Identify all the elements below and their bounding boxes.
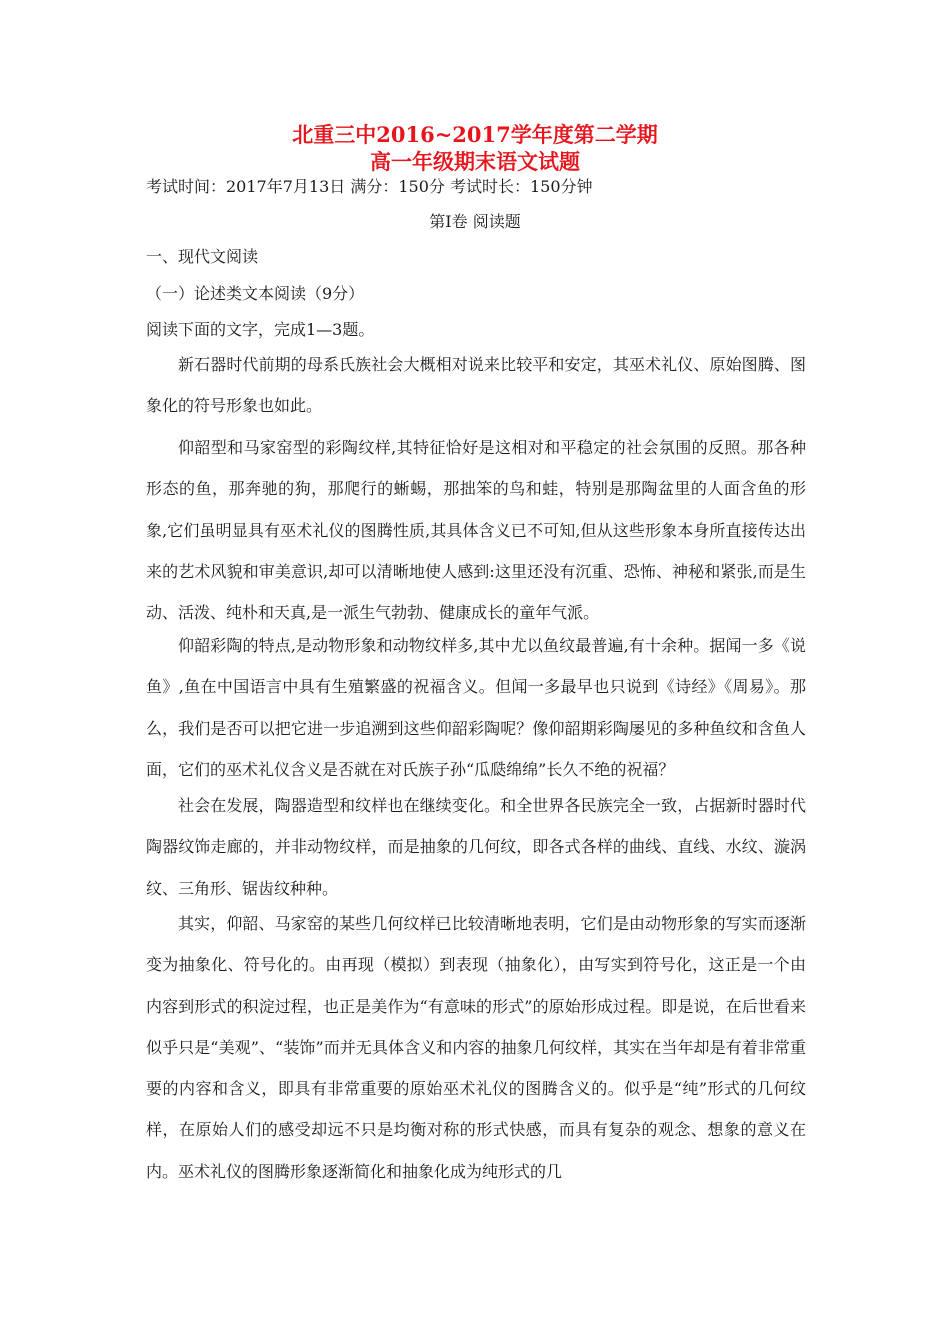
article-paragraph: 新石器时代前期的母系氏族社会大概相对说来比较平和安定，其巫术礼仪、原始图腾、图象化的符号形象也如此。 xyxy=(146,355,806,416)
section-subheading: （一）论述类文本阅读（9分） xyxy=(146,284,365,303)
exam-title-school-term: 北重三中2016~2017学年度第二学期 xyxy=(292,122,658,147)
article-paragraph: 仰韶彩陶的特点,是动物形象和动物纹样多,其中尤以鱼纹最普遍,有十余种。据闻一多《说鱼》,鱼在中国语言中具有生殖繁盛的祝福含义。但闻一多最早也只说到《诗经》《周易》。那么，我们是否可以把它进一步追溯到这些仰韶彩陶呢？像仰韶期彩陶屡见的多种鱼纹和含鱼人面，它们的巫术礼仪含义是否就在对氏族子孙“瓜瓞绵绵”长久不绝的祝福？ xyxy=(146,636,806,779)
volume-label: 第Ⅰ卷 阅读题 xyxy=(429,212,521,231)
article-paragraph: 社会在发展，陶器造型和纹样也在继续变化。和全世界各民族完全一致，占据新时器时代陶器纹饰走廊的，并非动物纹样，而是抽象的几何纹，即各式各样的曲线、直线、水纹、漩涡纹、三角形、锯齿纹种种。 xyxy=(146,796,806,898)
section-heading: 一、现代文阅读 xyxy=(146,247,259,266)
exam-title-grade-subject: 高一年级期末语文试题 xyxy=(370,149,580,174)
article-paragraph: 仰韶型和马家窑型的彩陶纹样,其特征恰好是这相对和平稳定的社会氛围的反照。那各种形态的鱼，那奔驰的狗，那爬行的蜥蜴，那拙笨的鸟和蛙，特别是那陶盆里的人面含鱼的形象,它们虽明显具有巫术礼仪的图腾性质,其具体含义已不可知,但从这些形象本身所直接传达出来的艺术风貌和审美意识,却可以清晰地使人感到:这里还没有沉重、恐怖、神秘和紧张,而是生动、活泼、纯朴和天真,是一派生气勃勃、健康成长的童年气派。 xyxy=(146,438,806,623)
article-paragraph: 其实，仰韶、马家窑的某些几何纹样已比较清晰地表明，它们是由动物形象的写实而逐渐变为抽象化、符号化的。由再现（模拟）到表现（抽象化），由写实到符号化，这正是一个由内容到形式的积淀过程，也正是美作为“有意味的形式”的原始形成过程。即是说，在后世看来似乎只是“美观”、“装饰”而并无具体含义和内容的抽象几何纹样，其实在当年却是有着非常重要的内容和含义，即具有非常重要的原始巫术礼仪的图腾含义的。似乎是“纯”形式的几何纹样，在原始人们的感受却远不只是均衡对称的形式快感，而具有复杂的观念、想象的意义在内。巫术礼仪的图腾形象逐渐简化和抽象化成为纯形式的几 xyxy=(146,914,806,1181)
reading-instruction: 阅读下面的文字，完成1—3题。 xyxy=(146,320,375,339)
exam-info: 考试时间：2017年7月13日 满分：150分 考试时长：150分钟 xyxy=(146,177,593,196)
